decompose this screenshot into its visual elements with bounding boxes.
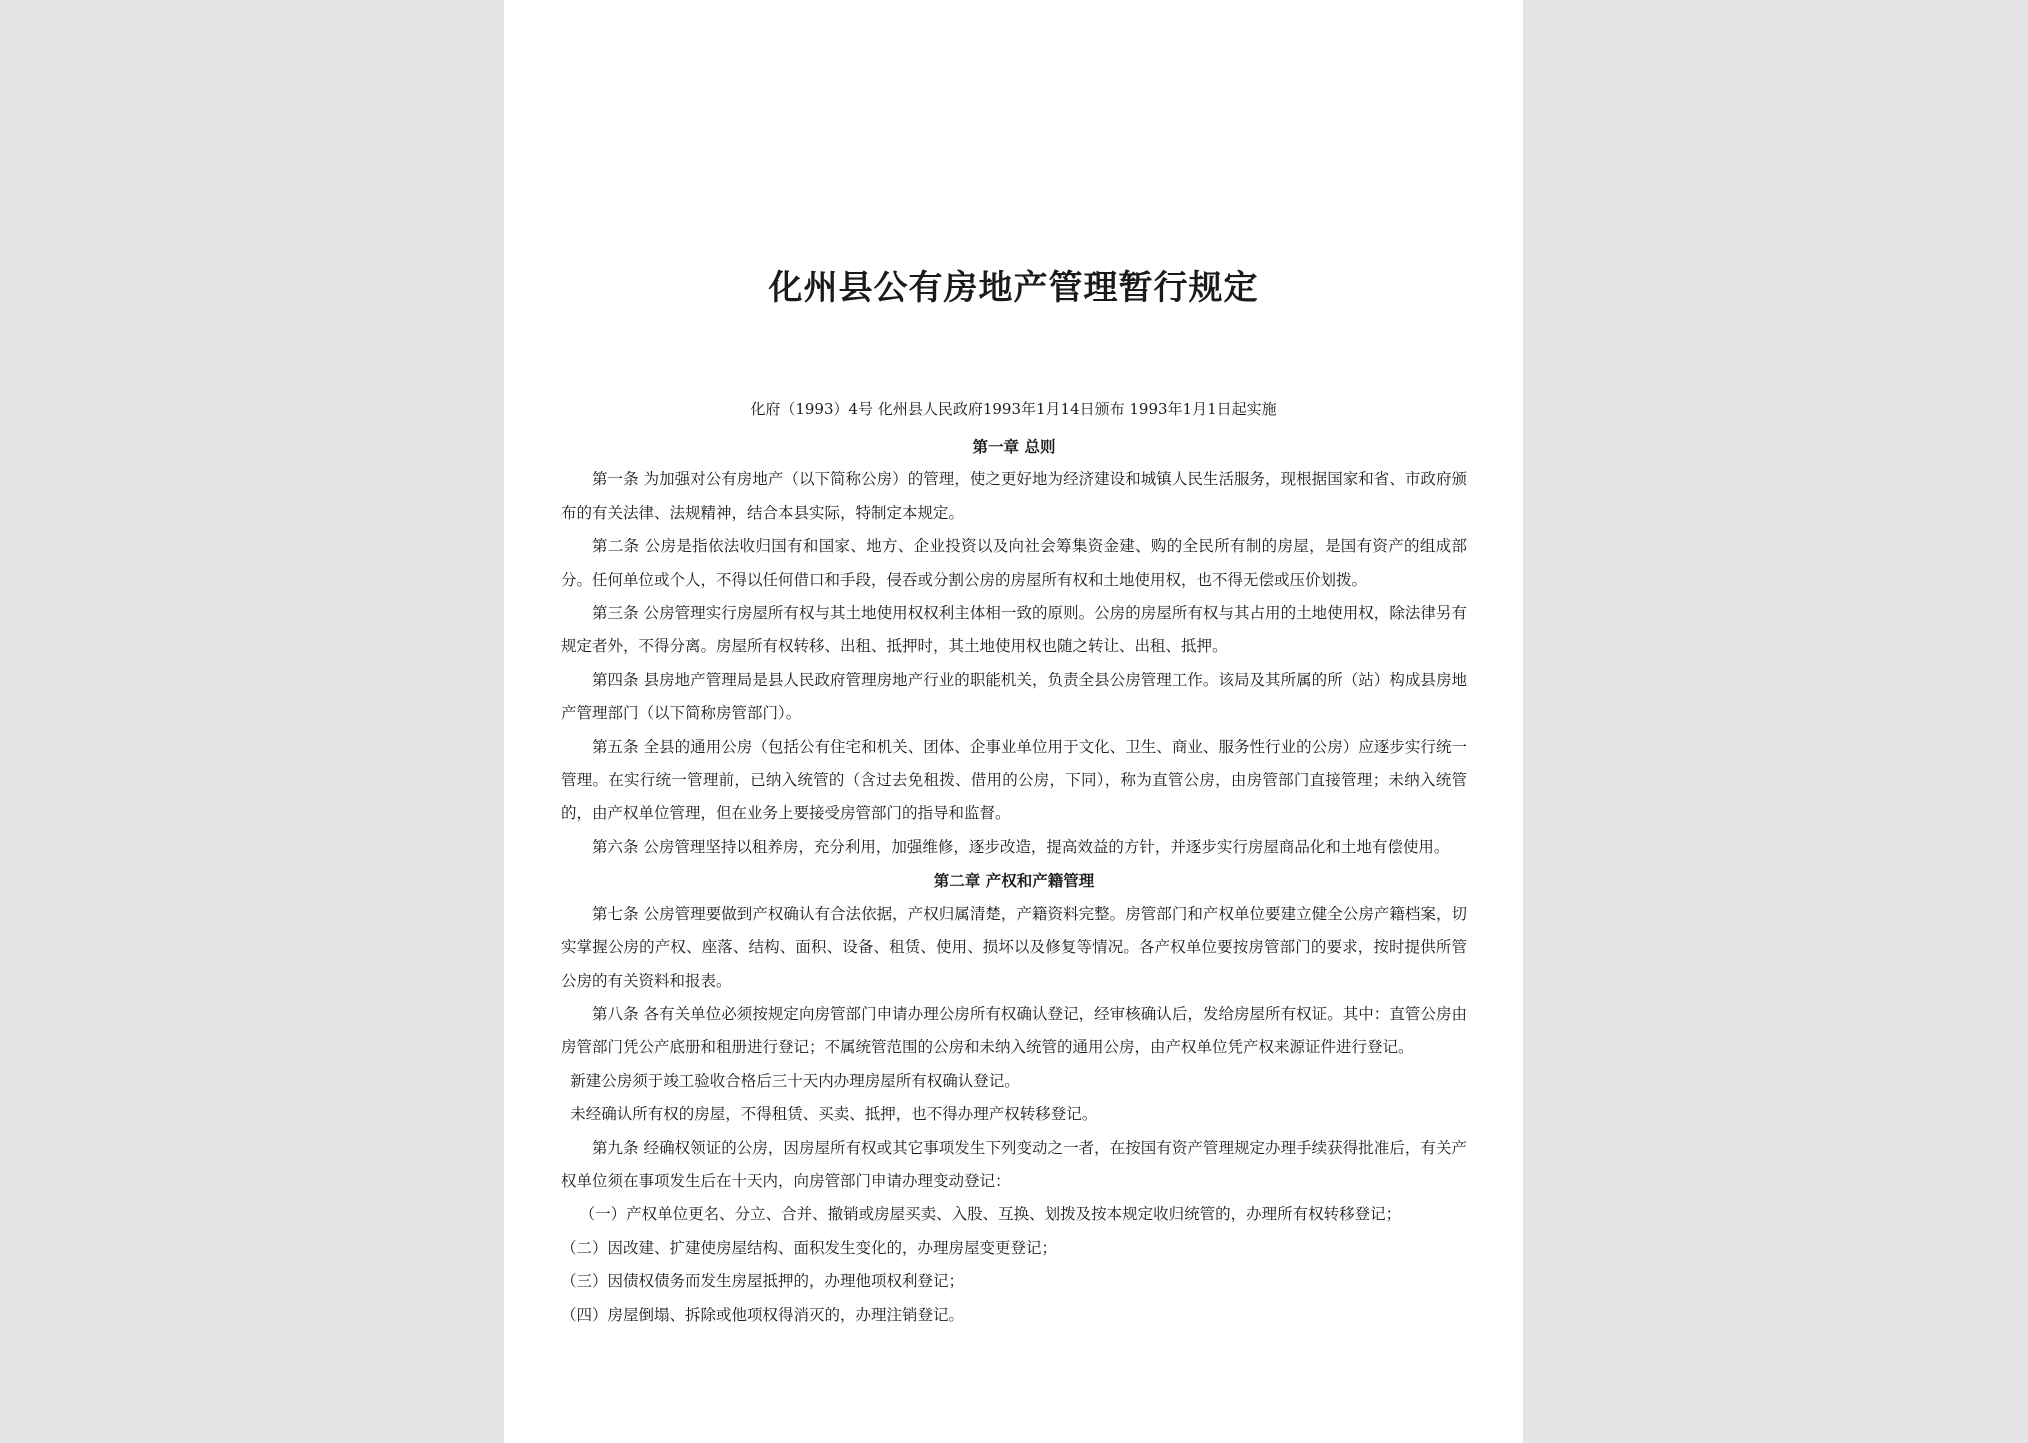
list-item: （一）产权单位更名、分立、合并、撤销或房屋买卖、入股、互换、划拨及按本规定收归统管的，办理所有权转移登记； — [579, 1205, 1402, 1224]
article-8: 第八条 各有关单位必须按规定向房管部门申请办理公房所有权确认登记，经审核确认后，发给房屋所有权证。其中：直管公房由房管部门凭公产底册和租册进行登记；不属统管范围的公房和未纳入统管的通用公房，由产权单位凭产权来源证件进行登记。 — [561, 1004, 1467, 1057]
document-body — [561, 430, 1467, 1332]
article-5: 第五条 全县的通用公房（包括公有住宅和机关、团体、企事业单位用于文化、卫生、商业、服务性行业的公房）应逐步实行统一管理。在实行统一管理前，已纳入统管的（含过去免租拨、借用的公房，下同），称为直管公房，由房管部门直接管理；未纳入统管的，由产权单位管理，但在业务上要接受房管部门的指导和监督。 — [561, 737, 1467, 823]
article-4: 第四条 县房地产管理局是县人民政府管理房地产行业的职能机关，负责全县公房管理工作。该局及其所属的所（站）构成县房地产管理部门（以下简称房管部门）。 — [561, 670, 1467, 723]
article-2: 第二条 公房是指依法收归国有和国家、地方、企业投资以及向社会筹集资金建、购的全民所有制的房屋，是国有资产的组成部分。任何单位或个人，不得以任何借口和手段，侵吞或分割公房的房屋所有权和土地使用权，也不得无偿或压价划拨。 — [561, 537, 1467, 589]
chapter-heading-2: 第二章 产权和产籍管理 — [933, 871, 1095, 891]
article-6: 第六条 公房管理坚持以租养房，充分利用，加强维修，逐步改造，提高效益的方针，并逐步实行房屋商品化和土地有偿使用。 — [592, 837, 1450, 856]
paragraph-new-construction: 新建公房须于竣工验收合格后三十天内办理房屋所有权确认登记。 — [570, 1071, 1020, 1090]
document-page — [504, 0, 1523, 1443]
paragraph-unconfirmed: 未经确认所有权的房屋，不得租赁、买卖、抵押，也不得办理产权转移登记。 — [570, 1105, 1098, 1124]
document-subtitle: 化府（1993）4号 化州县人民政府1993年1月14日颁布 1993年1月1日起实施 — [750, 400, 1277, 418]
article-1: 第一条 为加强对公有房地产（以下简称公房）的管理，使之更好地为经济建设和城镇人民生活服务，现根据国家和省、市政府颁布的有关法律、法规精神，结合本县实际，特制定本规定。 — [561, 470, 1467, 522]
article-3: 第三条 公房管理实行房屋所有权与其土地使用权权利主体相一致的原则。公房的房屋所有权与其占用的土地使用权，除法律另有规定者外，不得分离。房屋所有权转移、出租、抵押时，其土地使用权也随之转让、出租、抵押。 — [561, 604, 1467, 656]
list-item: （四）房屋倒塌、拆除或他项权得消灭的，办理注销登记。 — [561, 1305, 965, 1324]
chapter-heading-1: 第一章 总则 — [972, 437, 1056, 456]
article-7: 第七条 公房管理要做到产权确认有合法依据，产权归属清楚，产籍资料完整。房管部门和产权单位要建立健全公房产籍档案，切实掌握公房的产权、座落、结构、面积、设备、租赁、使用、损坏以及修复等情况。各产权单位要按房管部门的要求，按时提供所管公房的有关资料和报表。 — [561, 904, 1467, 990]
article-9: 第九条 经确权领证的公房，因房屋所有权或其它事项发生下列变动之一者，在按国有资产管理规定办理手续获得批准后，有关产权单位须在事项发生后在十天内，向房管部门申请办理变动登记： — [561, 1138, 1467, 1190]
document-title: 化州县公有房地产管理暂行规定 — [768, 268, 1259, 308]
list-item: （三）因债权债务而发生房屋抵押的，办理他项权利登记； — [561, 1272, 965, 1291]
list-item: （二）因改建、扩建使房屋结构、面积发生变化的，办理房屋变更登记； — [561, 1238, 1058, 1257]
